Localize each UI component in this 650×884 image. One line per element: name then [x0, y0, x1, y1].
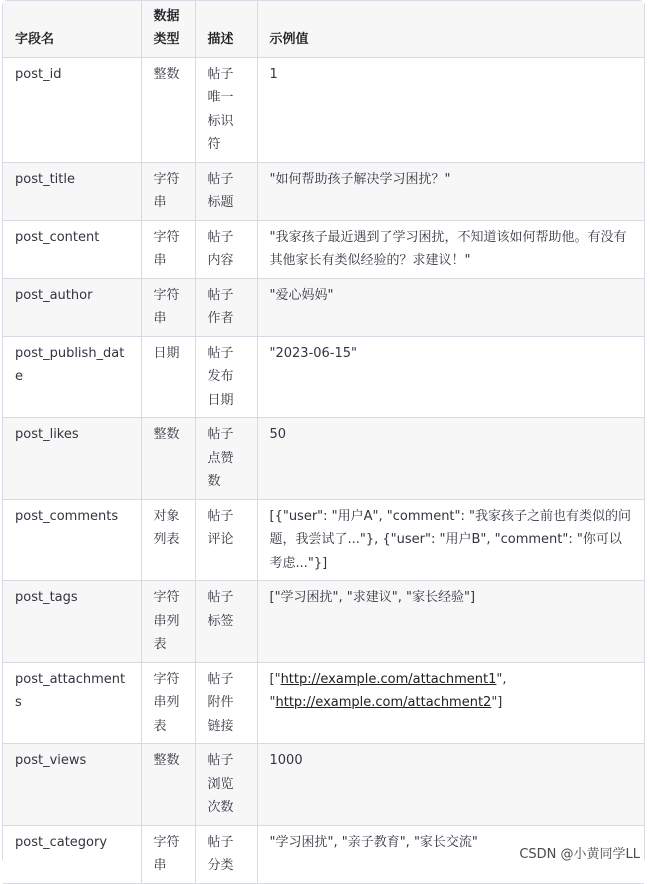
table-row: [3, 499, 644, 581]
cell-type: 字符串: [141, 825, 195, 883]
header-field-name: 字段名: [3, 1, 141, 57]
field-spec-table: [3, 1, 644, 884]
attachment-link-2[interactable]: http://example.com/attachment2: [275, 695, 492, 710]
cell-field: post_title: [3, 162, 141, 220]
cell-example: ["学习困扰", "求建议", "家长经验"]: [257, 581, 644, 663]
cell-type: 字符串: [141, 162, 195, 220]
cell-field: post_author: [3, 278, 141, 336]
cell-example: "如何帮助孩子解决学习困扰？": [257, 162, 644, 220]
cell-field: post_likes: [3, 418, 141, 500]
table-row: [3, 744, 644, 826]
cell-example: "我家孩子最近遇到了学习困扰，不知道该如何帮助他。有没有其他家长有类似经验的？求建议！": [257, 220, 644, 278]
table-row: [3, 662, 644, 744]
table-row: [3, 278, 644, 336]
cell-desc: 帖子唯一标识符: [195, 57, 257, 162]
cell-type: 整数: [141, 418, 195, 500]
cell-desc: 帖子点赞数: [195, 418, 257, 500]
cell-type: 字符串: [141, 220, 195, 278]
cell-field: post_attachments: [3, 662, 141, 744]
cell-type: 字符串列表: [141, 581, 195, 663]
cell-type: 整数: [141, 57, 195, 162]
cell-desc: 帖子发布日期: [195, 336, 257, 418]
cell-desc: 帖子内容: [195, 220, 257, 278]
cell-example: "学习困扰", "亲子教育", "家长交流": [257, 825, 644, 883]
csdn-watermark: CSDN @小黄同学LL: [519, 847, 640, 862]
table-header-row: [3, 1, 644, 57]
separator-text: ",: [496, 671, 507, 687]
cell-example: 50: [257, 418, 644, 500]
cell-desc: 帖子浏览次数: [195, 744, 257, 826]
cell-field: post_id: [3, 57, 141, 162]
cell-example: [{"user": "用户A", "comment": "我家孩子之前也有类似的问题，我尝试了..."}, {"user": "用户B", "comment": "你可以考虑..."}]: [257, 499, 644, 581]
cell-type: 日期: [141, 336, 195, 418]
cell-type: 对象列表: [141, 499, 195, 581]
quote-text: ": [269, 695, 276, 710]
cell-example: [257, 662, 644, 744]
cell-example: 1: [257, 57, 644, 162]
cell-type: 整数: [141, 744, 195, 826]
cell-field: post_category: [3, 825, 141, 883]
header-description: 描述: [195, 1, 257, 57]
cell-desc: 帖子评论: [195, 499, 257, 581]
attachment-link-1[interactable]: http://example.com/attachment1: [280, 671, 497, 687]
cell-desc: 帖子标题: [195, 162, 257, 220]
cell-field: post_publish_date: [3, 336, 141, 418]
cell-field: post_content: [3, 220, 141, 278]
cell-field: post_comments: [3, 499, 141, 581]
cell-example: "2023-06-15": [257, 336, 644, 418]
cell-example: "爱心妈妈": [257, 278, 644, 336]
cell-desc: 帖子标签: [195, 581, 257, 663]
cell-field: post_views: [3, 744, 141, 826]
cell-desc: 帖子分类: [195, 825, 257, 883]
table-row: [3, 220, 644, 278]
cell-type: 字符串列表: [141, 662, 195, 744]
table-row: [3, 336, 644, 418]
bracket-close-text: "]: [491, 695, 503, 710]
cell-desc: 帖子作者: [195, 278, 257, 336]
header-data-type: 数据类型: [141, 1, 195, 57]
cell-example: 1000: [257, 744, 644, 826]
table-row: [3, 162, 644, 220]
table-row: [3, 418, 644, 500]
table-row: [3, 581, 644, 663]
table-row: [3, 57, 644, 162]
header-example-value: 示例值: [257, 1, 644, 57]
cell-field: post_tags: [3, 581, 141, 663]
cell-type: 字符串: [141, 278, 195, 336]
cell-desc: 帖子附件链接: [195, 662, 257, 744]
bracket-text: [": [269, 671, 281, 687]
data-table-container: [2, 0, 645, 873]
